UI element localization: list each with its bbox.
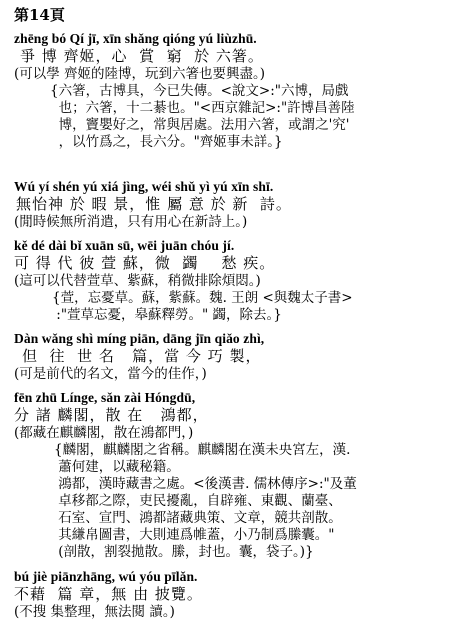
pinyin-line: bú jiè piānzhāng, wú yóu pīlǎn.	[14, 569, 198, 584]
hanzi-line: 爭 博 齊姬，心 賞 窮 於 六箸。	[20, 47, 264, 65]
annotation-block	[14, 83, 444, 151]
translation-line: (都藏在麒麟閣，散在鴻都門，)	[14, 425, 194, 441]
annotation-line: 鴻都，漢時藏書之處。<後漢書. 儒林傳序>:"及董	[54, 476, 357, 492]
annotation-line: :"萱草忘憂，皋蘇釋勞。" 蠲，除去。}	[52, 307, 282, 323]
translation-line: (這可以代替萱草、紫蘇，稍微排除煩悶。)	[14, 273, 261, 289]
stanza-5	[14, 389, 444, 561]
translation-line: (閒時候無所消遣，只有用心在新詩上。)	[14, 214, 248, 230]
translation-line: (可以學 齊姬的陸博，玩到六箸也要興盡。)	[14, 66, 266, 82]
stanza-3	[14, 237, 444, 324]
annotation-line: 蕭何建，以藏秘籍。	[54, 459, 180, 475]
pinyin-line: zhēng bó Qí jī, xīn shǎng qióng yú liùzhū.	[14, 31, 257, 46]
annotation-line: {麟閣，麒麟閣之省稱。麒麟閣在漢未央宮左，漢.	[54, 442, 351, 458]
annotation-line: 博，竇嬰好之，常與居處。法用六箸，或謂之'究'	[50, 117, 350, 133]
annotation-line: ，以竹爲之，長六分。"齊姬事未詳。}	[50, 134, 283, 150]
annotation-line: 也；六箸，十二綦也。"<西京雜記>:"許博昌善陸	[50, 100, 355, 116]
stanza-6	[14, 568, 444, 621]
pinyin-line: Wú yí shén yú xiá jìng, wéi shǔ yì yú xīn shī.	[14, 179, 274, 194]
translation-line: (不搜 集整理，無法閱 讀。)	[14, 604, 175, 620]
hanzi-line: 分 諸 麟閣，散 在 鴻都，	[14, 406, 209, 424]
stanza-1	[14, 30, 444, 151]
annotation-line: 石室、宣門、鴻都諸藏典策、文章，競共剖散。	[54, 510, 342, 526]
hanzi-line: 但 往 世 名 篇，當 今 巧 製，	[22, 347, 262, 365]
annotation-line: 卓移都之際，吏民擾亂，自辟雍、東觀、蘭臺、	[54, 493, 342, 509]
hanzi-line: 無怡神 於 暇 景，惟 屬 意 於 新 詩。	[16, 195, 292, 213]
stanza-4	[14, 330, 444, 383]
page-number: 第14頁	[14, 6, 65, 24]
annotation-line: {萱，忘憂草。蘇，紫蘇。魏. 王朗 <與魏太子書>	[52, 290, 353, 306]
hanzi-line: 不藉 篇 章，無 由 披覽。	[14, 585, 203, 603]
annotation-line: 其縑帛圖書，大則連爲帷蓋，小乃制爲縢囊。"	[54, 527, 335, 543]
translation-line: (可是前代的名文，當今的佳作，)	[14, 366, 207, 382]
pinyin-line: kě dé dài bǐ xuān sū, wēi juān chóu jí.	[14, 238, 235, 253]
annotation-block	[14, 290, 444, 324]
pinyin-line: fēn zhū Línge, sǎn zài Hóngdū,	[14, 390, 196, 405]
pinyin-line: Dàn wǎng shì míng piān, dāng jīn qiǎo zhì,	[14, 331, 265, 346]
stanza-2	[14, 178, 444, 231]
annotation-line: {六箸，古博具，今已失傳。<說文>:"六博，局戲	[50, 83, 349, 99]
annotation-block	[14, 442, 444, 561]
annotation-line: (剖散，割裂拋散。縢，封也。囊，袋子。)}	[54, 544, 314, 560]
hanzi-line: 可 得 代 彼 萱 蘇，微 蠲 愁 疾。	[14, 254, 276, 272]
